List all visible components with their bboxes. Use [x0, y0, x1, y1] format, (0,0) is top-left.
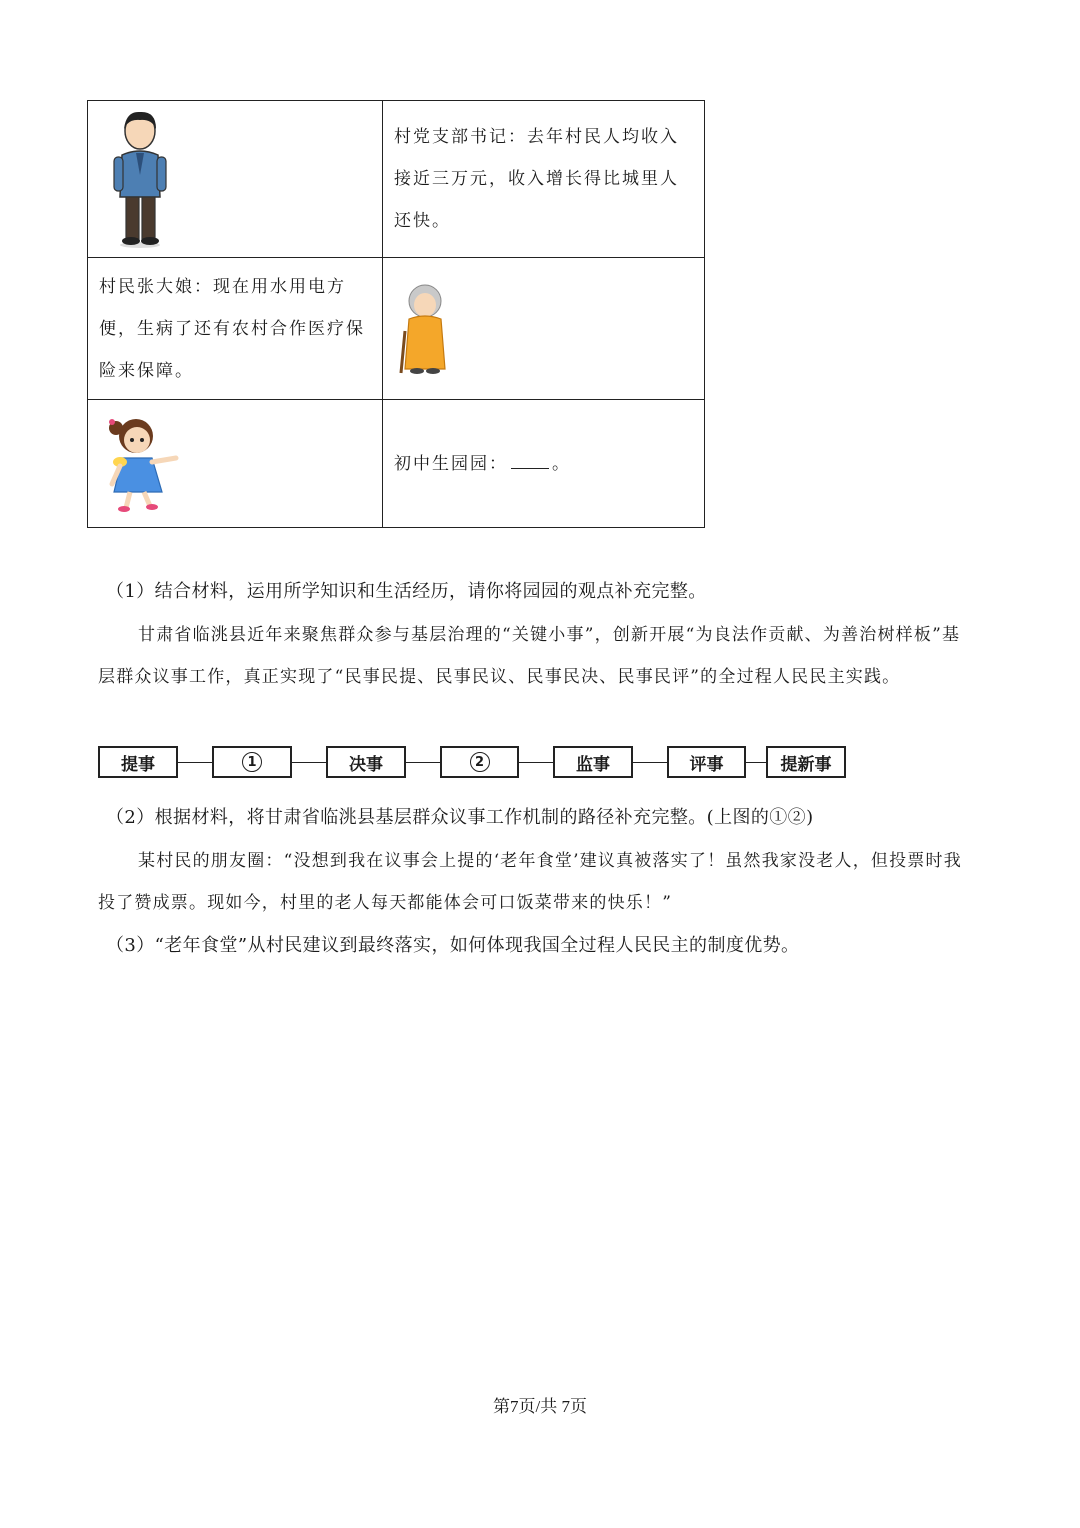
grandma-illustration-cell: [383, 258, 705, 400]
material-paragraph-2: 甘肃省临洮县近年来聚焦群众参与基层治理的“关键小事”，创新开展“为良法作贡献、为善治树样板”基层群众议事工作，真正实现了“民事民提、民事民议、民事民决、民事民评”的全过程人民民主实践。: [98, 625, 961, 687]
flow-step-jueshi: 决事: [326, 746, 406, 778]
flow-connector: [519, 762, 553, 763]
flow-connector: [633, 762, 667, 763]
table-row: [88, 258, 705, 400]
student-girl-illustration: [102, 414, 182, 514]
student-illustration-cell: [88, 400, 383, 528]
question-3: （3）“老年食堂”从村民建议到最终落实，如何体现我国全过程人民民主的制度优势。: [106, 935, 800, 956]
student-speech-suffix: 。: [552, 453, 571, 474]
secretary-illustration: [102, 109, 182, 249]
question-2: （2）根据材料，将甘肃省临洮县基层群众议事工作机制的路径补充完整。(上图的①②): [106, 807, 814, 828]
flow-step-blank-2: [440, 746, 519, 778]
answer-blank[interactable]: [511, 454, 549, 469]
secretary-speech-cell: [383, 101, 705, 258]
flow-connector: [746, 762, 766, 763]
dialogue-table: [87, 100, 705, 528]
table-row: [88, 400, 705, 528]
table-row: [88, 101, 705, 258]
flow-connector: [178, 762, 212, 763]
grandma-speech-cell: [88, 258, 383, 400]
student-speech-prefix: 初中生园园：: [394, 453, 508, 474]
flow-connector: [292, 762, 326, 763]
flow-step-pingshi: 评事: [667, 746, 746, 778]
secretary-speech: 村党支部书记：去年村民人均收入接近三万元，收入增长得比城里人还快。: [394, 127, 679, 231]
flow-step-jianshi: 监事: [553, 746, 633, 778]
secretary-illustration-cell: [88, 101, 383, 258]
material-paragraph-3: 某村民的朋友圈：“没想到我在议事会上提的‘老年食堂’建议真被落实了！虽然我家没老人，但投票时我投了赞成票。现如今，村里的老人每天都能体会可口饭菜带来的快乐！”: [98, 851, 962, 913]
flow-step-tishi: 提事: [98, 746, 178, 778]
flow-step-blank-1: [212, 746, 292, 778]
circled-number-1: 1: [242, 752, 262, 772]
page-footer: 第7页/共 7页: [493, 1397, 587, 1416]
question-1: （1）结合材料，运用所学知识和生活经历，请你将园园的观点补充完整。: [106, 581, 707, 602]
flow-step-tixinshi: 提新事: [766, 746, 846, 778]
student-speech: [383, 443, 704, 485]
student-speech-cell: [383, 400, 705, 528]
governance-flow-chart: [98, 746, 858, 780]
grandma-speech: 村民张大娘：现在用水用电方便，生病了还有农村合作医疗保险来保障。: [99, 276, 365, 381]
flow-connector: [406, 762, 440, 763]
grandma-illustration: [395, 281, 455, 376]
circled-number-2: 2: [470, 752, 490, 772]
